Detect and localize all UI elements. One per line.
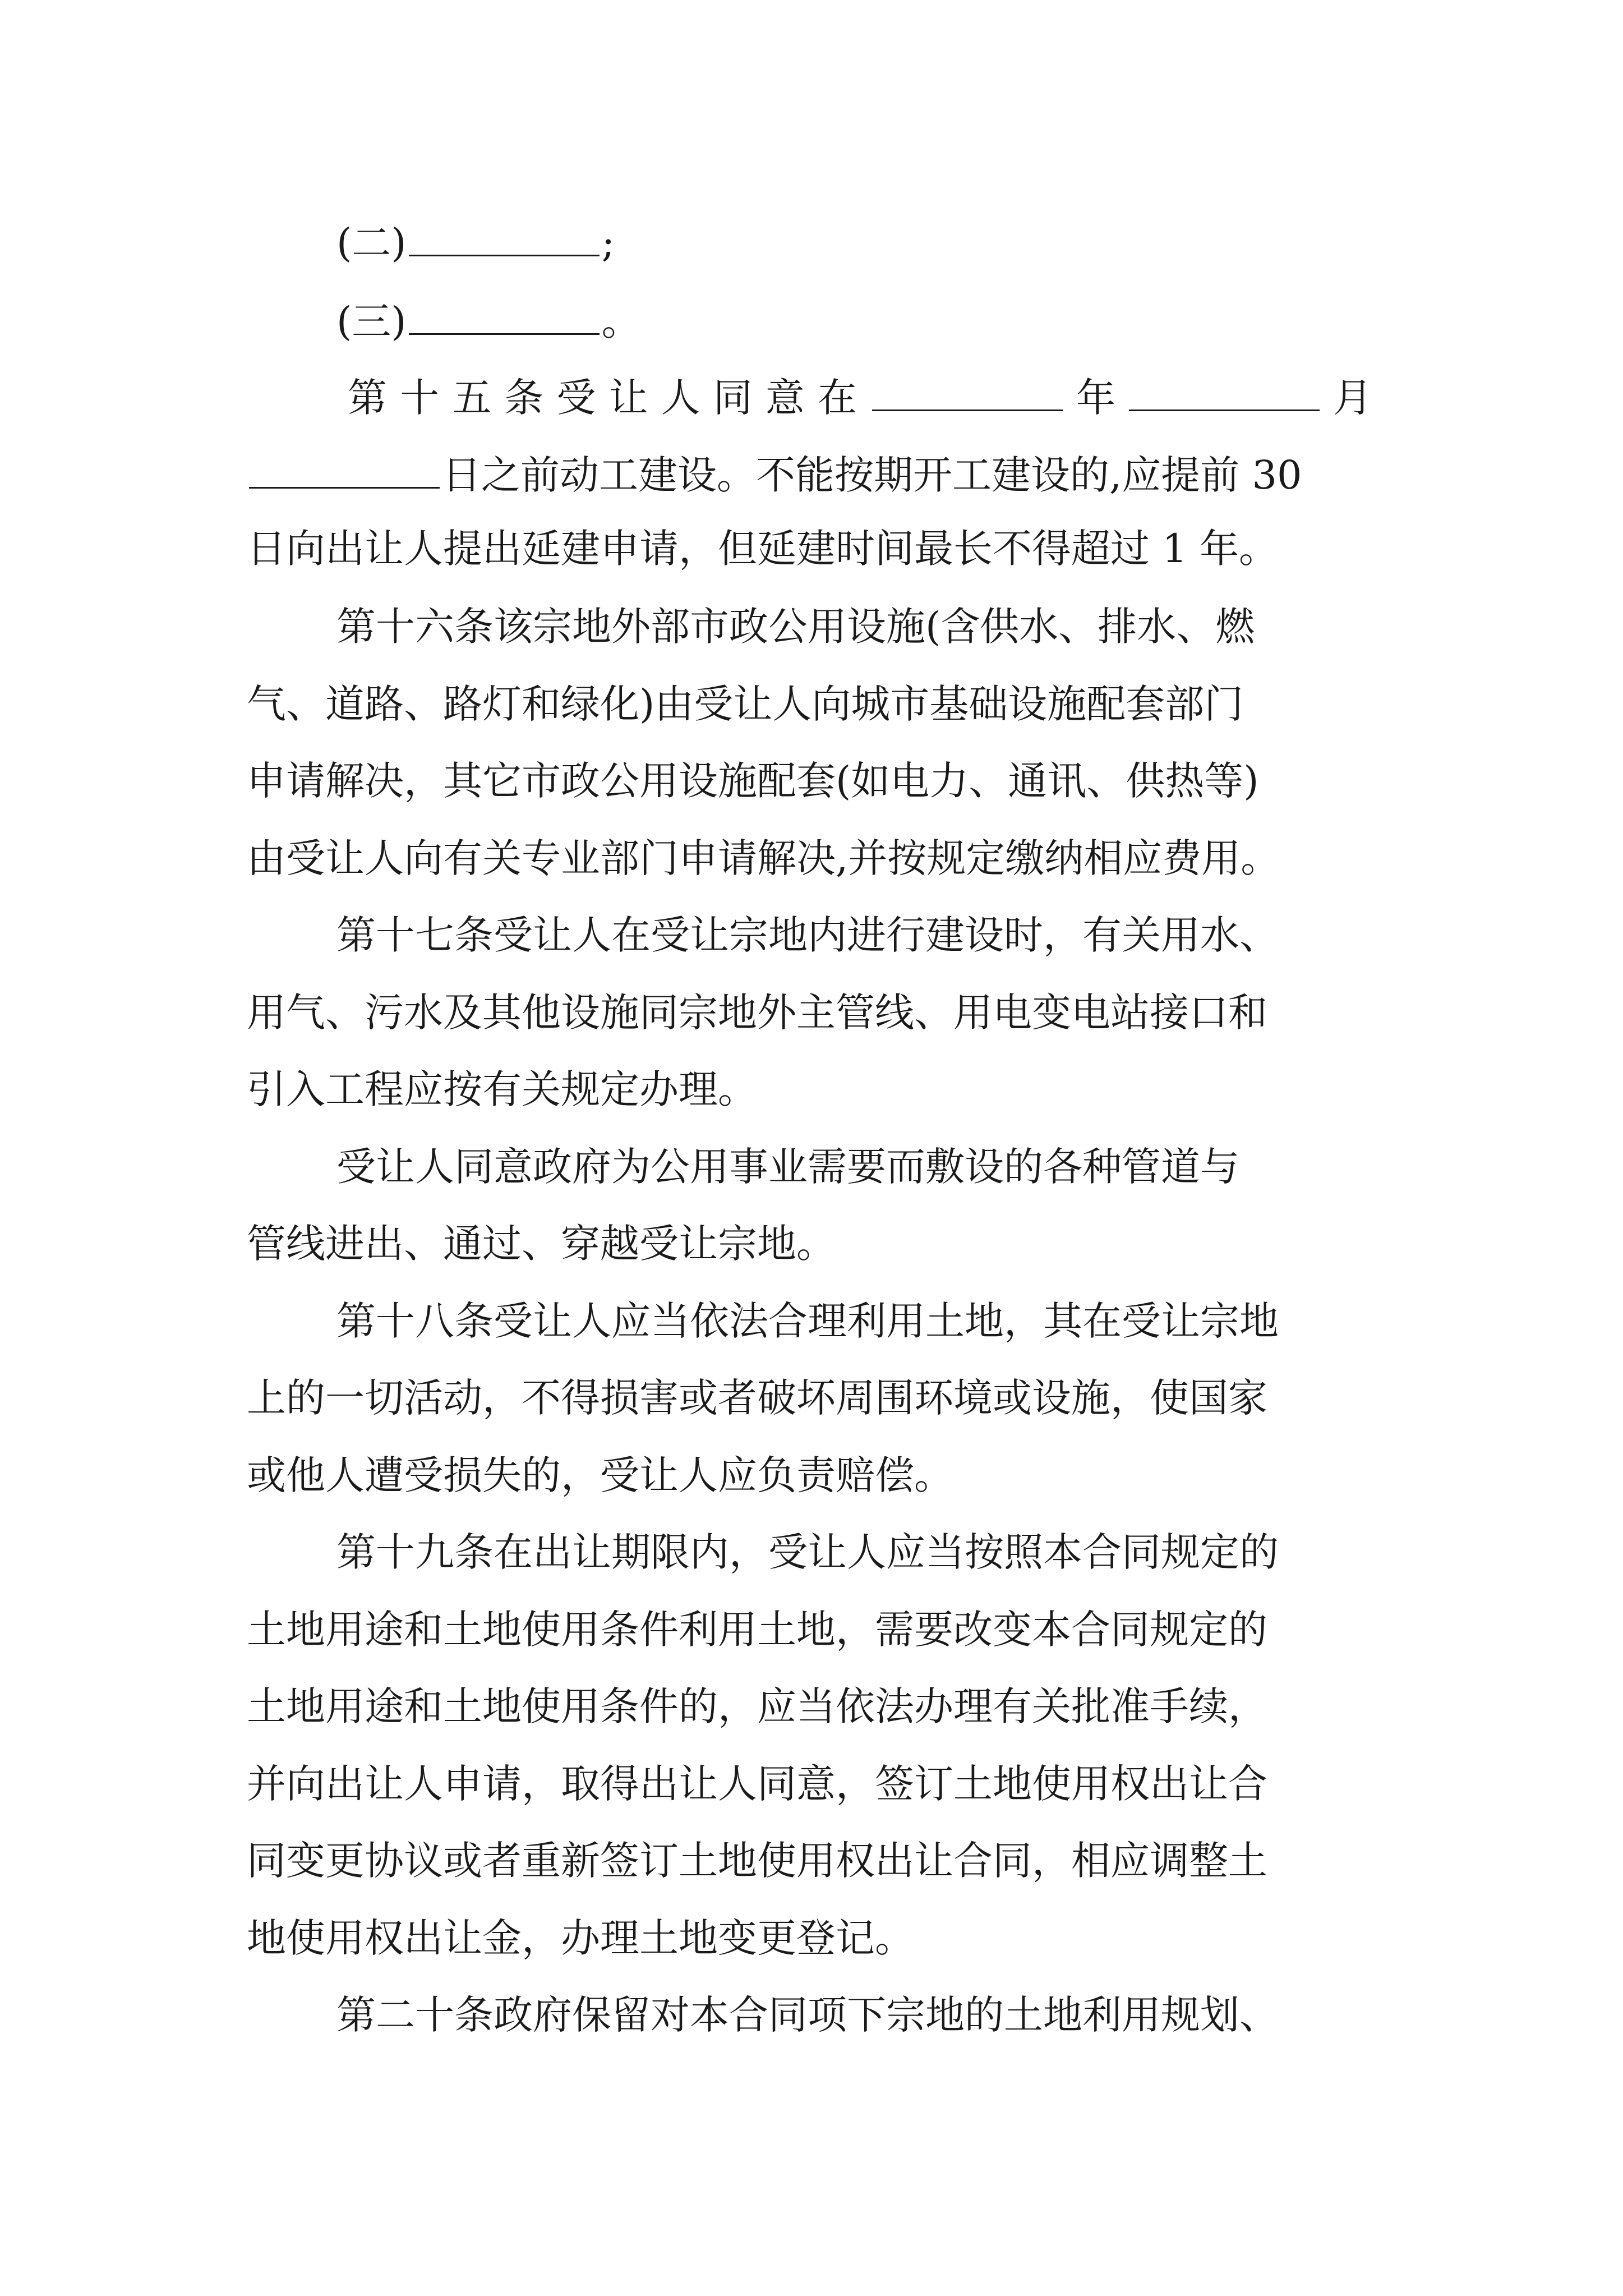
article-17b-line-2: 管线进出、通过、穿越受让宗地。	[247, 1221, 836, 1267]
item-2-punct: ;	[601, 220, 615, 265]
article-17b-line-1: 受让人同意政府为公用事业需要而敷设的各种管道与	[336, 1144, 1239, 1190]
year-blank	[872, 369, 1063, 411]
article-19-line-6: 地使用权出让金，办理土地变更登记。	[247, 1915, 914, 1961]
month-label: 月	[1333, 375, 1372, 420]
year-label: 年	[1076, 375, 1115, 420]
article-19-line-5: 同变更协议或者重新签订土地使用权出让合同，相应调整土	[247, 1838, 1267, 1884]
article-20-line-1: 第二十条政府保留对本合同项下宗地的土地利用规划、	[336, 1992, 1279, 2038]
article-15-heading: 第十五条受让人同意在	[348, 375, 870, 420]
article-18-line-3: 或他人遭受损失的，受让人应负责赔偿。	[247, 1452, 953, 1498]
article-17-line-3: 引入工程应按有关规定办理。	[247, 1066, 757, 1112]
item-3-blank	[409, 293, 600, 335]
item-2-line	[336, 214, 1486, 265]
day-blank	[249, 447, 440, 489]
item-3-line	[336, 293, 1486, 343]
item-3-punct: 。	[601, 298, 641, 343]
article-17-line-1: 第十七条受让人在受让宗地内进行建设时，有关用水、	[336, 912, 1279, 958]
article-17-line-2: 用气、污水及其他设施同宗地外主管线、用电变电站接口和	[247, 990, 1267, 1036]
article-15-line-3: 日向出让人提出延建申请，但延建时间最长不得超过 1 年。	[247, 526, 1279, 572]
article-16-line-3: 申请解决，其它市政公用设施配套(如电力、通讯、供热等)	[247, 758, 1259, 804]
article-15-line-2-text: 日之前动工建设。不能按期开工建设的,应提前 30	[442, 452, 1302, 497]
item-3-label: (三)	[336, 298, 407, 343]
article-15-line-2	[247, 447, 1396, 497]
article-16-line-1: 第十六条该宗地外部市政公用设施(含供水、排水、燃	[336, 604, 1255, 650]
month-blank	[1129, 369, 1320, 411]
article-19-line-2: 土地用途和土地使用条件利用土地，需要改变本合同规定的	[247, 1607, 1267, 1653]
article-18-line-1: 第十八条受让人应当依法合理利用土地，其在受让宗地	[336, 1298, 1279, 1344]
article-19-line-1: 第十九条在出让期限内，受让人应当按照本合同规定的	[336, 1529, 1279, 1575]
article-19-line-4: 并向出让人申请，取得出让人同意，签订土地使用权出让合	[247, 1761, 1267, 1807]
article-16-line-2: 气、道路、路灯和绿化)由受让人向城市基础设施配套部门	[247, 681, 1244, 727]
article-15-line-1	[348, 369, 1497, 420]
article-16-line-4: 由受让人向有关专业部门申请解决,并按规定缴纳相应费用。	[247, 835, 1280, 881]
item-2-label: (二)	[336, 220, 407, 265]
item-2-blank	[409, 214, 600, 256]
article-19-line-3: 土地用途和土地使用条件的，应当依法办理有关批准手续，	[247, 1683, 1267, 1729]
article-18-line-2: 上的一切活动，不得损害或者破坏周围环境或设施，使国家	[247, 1375, 1267, 1421]
